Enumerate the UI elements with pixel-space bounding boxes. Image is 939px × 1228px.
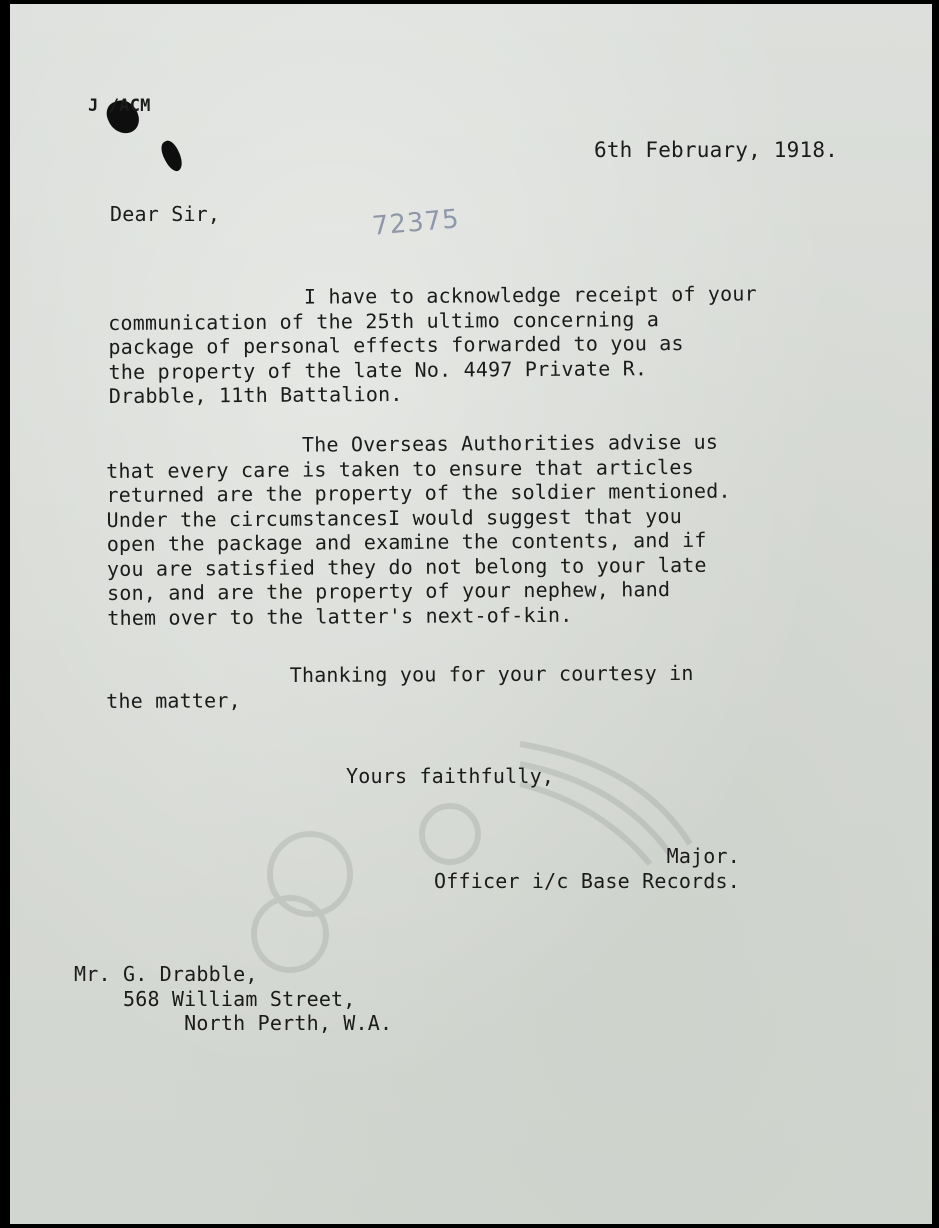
recipient-address: Mr. G. Drabble, 568 William Street, North Perth, W.A. (74, 962, 393, 1035)
letter-date: 6th February, 1918. (594, 138, 839, 162)
letter-page (10, 4, 932, 1224)
paragraph-acknowledgement: I have to acknowledge receipt of your communication of the 25th ultimo concerning a package of personal effects forwarded to you as the property of the late No. 4497 Private R. Drabble, 11th Battalion. (108, 281, 757, 408)
salutation: Dear Sir, (110, 202, 221, 226)
paragraph-thanks: Thanking you for your courtesy in the matter, (106, 660, 694, 713)
paragraph-advice: The Overseas Authorities advise us that every care is taken to ensure that articles returned are the property of the soldier mentioned. Under the circumstancesI would suggest that you open the package and examine the contents, and if you are satisfied they do not belong to your late son, and are the property of your nephew, hand them over to the latter's next-of-kin. (106, 429, 731, 630)
signature-block: Major. Officer i/c Base Records. (434, 844, 741, 893)
file-number-stamp: 72375 (370, 204, 461, 242)
ink-blot (157, 138, 186, 174)
closing: Yours faithfully, (346, 764, 555, 788)
reference-code: J /ACM (88, 96, 151, 116)
